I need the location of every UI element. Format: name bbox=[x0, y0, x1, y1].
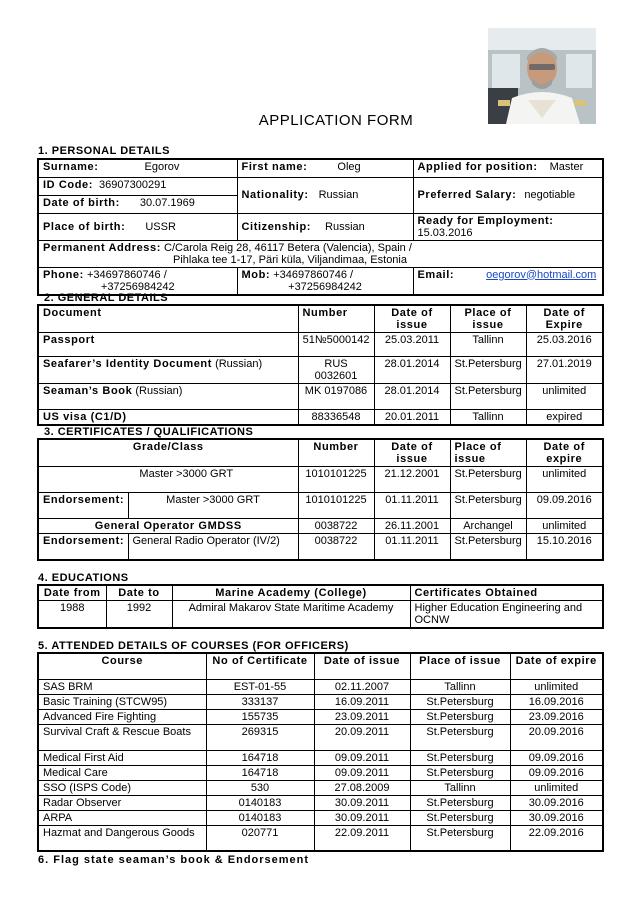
table-row bbox=[38, 709, 603, 724]
section-heading-education: 4. EDUCATIONS bbox=[38, 572, 129, 584]
table-row bbox=[38, 694, 603, 709]
table-row bbox=[38, 679, 603, 694]
course-no-cell: 333137 bbox=[206, 694, 314, 709]
phone-line-1: +34697860746 / bbox=[86, 268, 167, 281]
course-no-cell: 0140183 bbox=[206, 810, 314, 825]
table-row bbox=[38, 795, 603, 810]
header-cell: Number bbox=[298, 439, 374, 467]
course-no-cell: 530 bbox=[206, 780, 314, 795]
table-row: Endorsement: Master >3000 GRT 1010101225 01.11.2011 St.Petersburg 09.09.2016 bbox=[38, 493, 603, 519]
firstname-value: Oleg bbox=[337, 161, 361, 173]
course-place-cell: St.Petersburg bbox=[410, 694, 510, 709]
header-cell: Date of expire bbox=[510, 653, 603, 679]
course-course-cell: Medical Care bbox=[38, 765, 206, 780]
course-expire-cell: 30.09.2016 bbox=[510, 810, 603, 825]
header-cell: Document bbox=[38, 305, 298, 333]
course-no-cell: 269315 bbox=[206, 724, 314, 750]
pob-value: USSR bbox=[145, 220, 176, 233]
course-expire-cell: 30.09.2016 bbox=[510, 795, 603, 810]
address-line-2: Pihlaka tee 1-17, Päri küla, Viljandimaa, Estonia bbox=[173, 253, 407, 266]
header-cell: Date from bbox=[38, 585, 106, 601]
course-place-cell: St.Petersburg bbox=[410, 709, 510, 724]
applicant-photo bbox=[488, 28, 596, 124]
section-heading-flag: 6. Flag state seaman’s book & Endorsement bbox=[38, 854, 310, 866]
header-cell: Place of issue bbox=[450, 439, 526, 467]
course-place-cell: Tallinn bbox=[410, 780, 510, 795]
table-row: Master >3000 GRT 1010101225 21.12.2001 St.Petersburg unlimited bbox=[38, 467, 603, 493]
header-cell: Certificates Obtained bbox=[410, 585, 603, 601]
section-heading-certificates: 3. CERTIFICATES / QUALIFICATIONS bbox=[44, 426, 254, 438]
course-place-cell: St.Petersburg bbox=[410, 750, 510, 765]
course-expire-cell: unlimited bbox=[510, 679, 603, 694]
course-place-cell: St.Petersburg bbox=[410, 765, 510, 780]
course-no-cell: 155735 bbox=[206, 709, 314, 724]
table-row bbox=[38, 810, 603, 825]
course-date-cell: 30.09.2011 bbox=[314, 795, 410, 810]
course-date-cell: 09.09.2011 bbox=[314, 765, 410, 780]
position-value: Master bbox=[549, 161, 584, 173]
header-cell: Place of issue bbox=[410, 653, 510, 679]
section-heading-courses: 5. ATTENDED DETAILS OF COURSES (FOR OFFICERS) bbox=[38, 640, 349, 652]
table-row: General Operator GMDSS 0038722 26.11.2001 Archangel unlimited bbox=[38, 519, 603, 534]
education-table bbox=[37, 584, 604, 629]
address-line-1: C/Carola Reig 28, 46117 Betera (Valencia), Spain / bbox=[164, 241, 412, 254]
section-heading-personal: 1. PERSONAL DETAILS bbox=[38, 145, 170, 157]
course-course-cell: ARPA bbox=[38, 810, 206, 825]
course-place-cell: St.Petersburg bbox=[410, 810, 510, 825]
header-cell: Date of issue bbox=[314, 653, 410, 679]
header-cell: Date of expire bbox=[526, 439, 603, 467]
section-heading-general: 2. GENERAL DETAILS bbox=[44, 292, 169, 304]
course-course-cell: Radar Observer bbox=[38, 795, 206, 810]
id-value: 36907300291 bbox=[99, 178, 167, 191]
table-row bbox=[38, 765, 603, 780]
course-place-cell: St.Petersburg bbox=[410, 795, 510, 810]
table-row: Endorsement: General Radio Operator (IV/2) 0038722 01.11.2011 St.Petersburg 15.10.2016 bbox=[38, 534, 603, 560]
course-date-cell: 16.09.2011 bbox=[314, 694, 410, 709]
email-link[interactable]: oegorov@hotmail.com bbox=[486, 268, 597, 281]
header-cell: Date of issue bbox=[374, 305, 450, 333]
certificates-table bbox=[37, 438, 604, 561]
table-row: 1988 1992 Admiral Makarov State Maritime Academy Higher Education Engineering and OCNW bbox=[38, 601, 603, 629]
table-row: Passport 51№5000142 25.03.2011 Tallinn 25.03.2016 bbox=[38, 333, 603, 357]
course-expire-cell: 16.09.2016 bbox=[510, 694, 603, 709]
course-expire-cell: 20.09.2016 bbox=[510, 724, 603, 750]
surname-value: Egorov bbox=[144, 161, 180, 173]
course-place-cell: Tallinn bbox=[410, 679, 510, 694]
course-date-cell: 22.09.2011 bbox=[314, 825, 410, 851]
course-course-cell: SSO (ISPS Code) bbox=[38, 780, 206, 795]
personal-details-table: Surname: Egorov First name: Oleg Applied for position: Master ID Code: 36907300291 Nationality: Russian Preferred Salary: negotiable Date of birth: 30.07.1969 Place of birth: USSR Citizenship: Russian Ready for Employment: 15.03.2016 Permanent Address: C/Carola Reig 28, 46117 Betera (Valencia), Spain / Pihlaka tee 1-17, Päri küla, Viljandimaa, Estonia Phone: +34697860746 / +37256984242 Mob: +34697860746 / +37256984242 Email: oegorov@hotmail.com bbox=[37, 158, 604, 296]
table-row: Seafarer’s Identity Document (Russian) RUS 0032601 28.01.2014 St.Petersburg 27.01.2019 bbox=[38, 357, 603, 384]
header-cell: Date to bbox=[106, 585, 172, 601]
header-cell: Place of issue bbox=[450, 305, 526, 333]
table-row bbox=[38, 780, 603, 795]
course-course-cell: Survival Craft & Rescue Boats bbox=[38, 724, 206, 750]
course-no-cell: 0140183 bbox=[206, 795, 314, 810]
table-row bbox=[38, 724, 603, 750]
course-expire-cell: unlimited bbox=[510, 780, 603, 795]
citizenship-value: Russian bbox=[325, 220, 365, 233]
course-course-cell: Basic Training (STCW95) bbox=[38, 694, 206, 709]
course-place-cell: St.Petersburg bbox=[410, 825, 510, 851]
course-place-cell: St.Petersburg bbox=[410, 724, 510, 750]
table-row: US visa (C1/D) 88336548 20.01.2011 Tallinn expired bbox=[38, 410, 603, 426]
course-no-cell: 164718 bbox=[206, 765, 314, 780]
page-title: APPLICATION FORM bbox=[258, 112, 414, 129]
course-date-cell: 30.09.2011 bbox=[314, 810, 410, 825]
nationality-value: Russian bbox=[318, 189, 359, 201]
course-expire-cell: 09.09.2016 bbox=[510, 750, 603, 765]
course-course-cell: SAS BRM bbox=[38, 679, 206, 694]
general-details-table bbox=[37, 304, 604, 426]
table-row bbox=[38, 825, 603, 851]
courses-table bbox=[37, 652, 604, 852]
course-date-cell: 23.09.2011 bbox=[314, 709, 410, 724]
course-no-cell: 164718 bbox=[206, 750, 314, 765]
course-course-cell: Hazmat and Dangerous Goods bbox=[38, 825, 206, 851]
course-date-cell: 09.09.2011 bbox=[314, 750, 410, 765]
phone-line-2: +37256984242 bbox=[100, 280, 175, 293]
ready-value: 15.03.2016 bbox=[417, 226, 473, 239]
salary-value: negotiable bbox=[524, 189, 576, 201]
course-no-cell: EST-01-55 bbox=[206, 679, 314, 694]
dob-value: 30.07.1969 bbox=[139, 196, 195, 209]
course-course-cell: Medical First Aid bbox=[38, 750, 206, 765]
course-date-cell: 02.11.2007 bbox=[314, 679, 410, 694]
course-course-cell: Advanced Fire Fighting bbox=[38, 709, 206, 724]
header-cell: No of Certificate bbox=[206, 653, 314, 679]
header-cell: Number bbox=[298, 305, 374, 333]
mob-line-1: +34697860746 / bbox=[273, 268, 354, 281]
course-date-cell: 27.08.2009 bbox=[314, 780, 410, 795]
header-cell: Date of Expire bbox=[526, 305, 603, 333]
header-cell: Marine Academy (College) bbox=[172, 585, 410, 601]
table-row bbox=[38, 750, 603, 765]
course-expire-cell: 23.09.2016 bbox=[510, 709, 603, 724]
course-rows bbox=[38, 679, 603, 851]
course-date-cell: 20.09.2011 bbox=[314, 724, 410, 750]
course-no-cell: 020771 bbox=[206, 825, 314, 851]
table-row: Seaman’s Book (Russian) MK 0197086 28.01.2014 St.Petersburg unlimited bbox=[38, 384, 603, 410]
course-expire-cell: 09.09.2016 bbox=[510, 765, 603, 780]
course-expire-cell: 22.09.2016 bbox=[510, 825, 603, 851]
mob-line-2: +37256984242 bbox=[288, 280, 362, 293]
header-cell: Grade/Class bbox=[38, 439, 298, 467]
header-cell: Date of issue bbox=[374, 439, 450, 467]
header-cell: Course bbox=[38, 653, 206, 679]
